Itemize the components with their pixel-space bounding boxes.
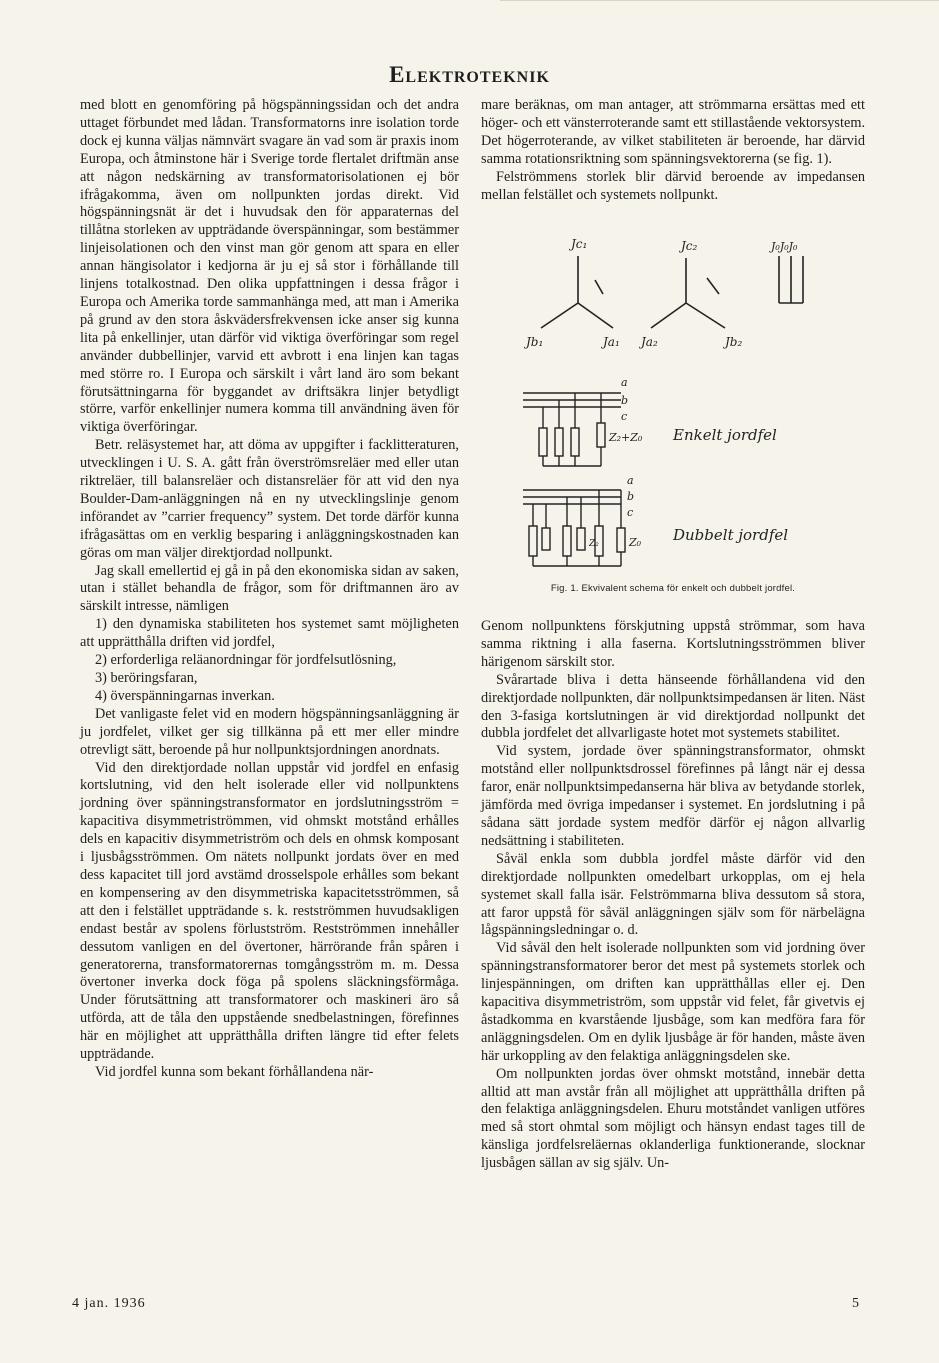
label-b-1: b [621, 394, 629, 407]
label-enkelt: Enkelt jordfel [673, 426, 777, 444]
rotation-arrow-1 [595, 280, 603, 294]
label-dubbelt: Dubbelt jordfel [673, 526, 789, 544]
label-a-2: a [627, 474, 634, 487]
page-number: 5 [852, 1296, 859, 1311]
vector-a2 [651, 303, 686, 328]
paragraph: Vid såväl den helt isolerade nollpunkten som vid jordning över spänningstransformatorer beror det mest på systemets storlek och linjespänningen, om driften kan upprätthållas eller ej. Den kapacitiva disymmetriström, som uppstår vid felet, får givetvis ej åstadkomma en kvarstående ljusbåge, som kan medföra fara för anläggningsdelen. Om en dylik ljusbåge är för handen, måste även här urkoppling av den felaktiga anläggningsdelen ske. [481, 940, 865, 1064]
paragraph: Det vanligaste felet vid en modern högspänningsanläggning är ju jordfelet, vilket ger sig tillkänna på ett mer eller mindre otrevligt sätt, beroende på hur nollpunktsjordningen anordnats. [80, 705, 459, 758]
label-z-double: Z₀ [629, 536, 642, 549]
figure-caption: Fig. 1. Ekvivalent schema för enkelt och dubbelt jordfel. [550, 583, 796, 594]
paragraph: 2) erforderliga reläanordningar för jordfelsutlösning, [95, 652, 397, 669]
label-c-1: c [621, 410, 628, 423]
footer-date: 4 jan. 1936 [72, 1296, 146, 1311]
label-z-single: Z₂+Z₀ [609, 431, 643, 444]
single-fault-circuit [523, 393, 621, 466]
paragraph: 4) överspänningarnas inverkan. [95, 687, 275, 704]
paragraph: Svårartade bliva i detta hänseende förhållandena vid den direktjordade nollpunkten, där nollpunktsimpedansen är liten. Näst den 3-fasiga kortslutningen är vid direktjordad nollpunkt det dubbla jordfelet det allvarligaste hotet mot systemets stabilitet. [481, 671, 865, 742]
right-column-top [481, 97, 865, 204]
paragraph: med blott en genomföring på högspänningssidan och det andra uttaget förbundet med lådan. Transformatorns inre isolation torde dock ej kunna väljas nämnvärt svagare än vad som är praxis inom Europa, och åtminstone här i Sverige torde flertalet driftmän anse att någon nedskärning av transformatorisolationen ej bör ifrågakomma, även om nollpunkten jordas direkt. Vid högspänningsnät är det i huvudsak den för apparaternas del tillåtna storleken av uppträdande överspänningar, som bestämmer linjeisolationen och den vinst man gör genom att spara en eller annan hängisolator i kedjorna är ju ej så stor i förhållande till linjens totalkostnad. Den olika uppfattningen i dessa frågor i Europa och Amerika torde sammanhänga med, att man i Amerika på grund av den stora åskvädersfrekvensen icke anser sig kunna lita på enkellinjer, utan därför vid viktiga överföringar som regel använder dubbellinjer, varvid ett avbrott i ena linjen kan tagas med större ro. I Europa och särskilt i vårt land äro som bekant förutsättningarna för byggandet av driftsäkra linjer betydligt större, varför enkellinjer numera komma till användning även för viktiga överföringar. [80, 97, 459, 436]
paragraph: Jag skall emellertid ej gå in på den ekonomiska sidan av saken, utan i stället behandla de frågor, som för driftmannen äro av särskilt intresse, nämligen [80, 562, 459, 615]
paragraph: Vid jordfel kunna som bekant förhållandena när- [95, 1063, 374, 1080]
label-ib1: Jb₁ [526, 335, 544, 349]
page-header: Elektroteknik [389, 62, 550, 87]
paragraph: 1) den dynamiska stabiliteten hos systemet samt möjligheten att upprätthålla driften vid jordfel, [80, 616, 459, 651]
double-fault-circuit [523, 490, 625, 566]
paragraph: mare beräknas, om man antager, att strömmarna ersättas med ett höger- och ett vänsterroterande samt ett stillastående vektorsystem. Det högerroterande, av vilket stabiliteten är beroende, har därvid samma rotationsriktning som spänningsvektorerna (se fig. 1). [481, 97, 866, 167]
paragraph: Felströmmens storlek blir därvid beroende av impedansen mellan felstället och systemets nollpunkt. [481, 168, 865, 203]
vector-b1 [541, 303, 578, 328]
label-b-2: b [627, 490, 635, 503]
label-ic2: Jc₂ [681, 239, 698, 253]
paragraph: Om nollpunkten jordas över ohmskt motstånd, innebär detta alltid att man avstår från all möjlighet att upprätthålla driften på den felaktiga anläggningsdelen. Ehuru motståndet vanligen utföres med så stort ohmtal som möjligt och hänsyn endast tages till de känsliga jordfelsreläernas oklanderliga funktionerande, slocknar ljusbågen sällan av sig själv. Un- [481, 1065, 865, 1172]
label-ia2: Ja₂ [641, 335, 658, 349]
zero-sequence-vectors [779, 256, 803, 303]
label-c-2: c [627, 506, 634, 519]
label-a-1: a [621, 376, 628, 389]
paragraph: Betr. reläsystemet har, att döma av uppgifter i facklitteraturen, utvecklingen i U. S. A. gått från överströmsreläer med eller utan riktreläer, till balansreläer och distansreläer för att vid den nya Boulder-Dam-anläggningen nå en ny utvecklingslinje genom införandet av ”carrier frequency” system. Det torde därför kunna ifrågasättas om en verklig besparing i anläggningskostnaden kan göras om man väljer direktjordad nollpunkt. [80, 437, 459, 561]
label-ic1: Jc₁ [571, 237, 588, 251]
page-edge-line [500, 0, 939, 1]
paragraph: Vid system, jordade över spänningstransformator, ohmskt motstånd eller nollpunktsdrossel förefinnes på långt när ej dessa faror, enär nollpunktsimpedanserna här bliva av betydande storlek, jämförda med övriga impedanser i systemet. En jordslutning i på sådana sätt jordade system medför därför ej någon allvarlig nedsättning i stabiliteten. [481, 743, 865, 849]
left-column [80, 97, 459, 1082]
paragraph: 3) beröringsfaran, [95, 670, 198, 686]
figure-1-schematic [481, 228, 865, 583]
paragraph: Genom nollpunktens förskjutning uppstå strömmar, som hava samma riktning i alla faserna. Kortslutningsströmmen bliver härigenom särskilt stor. [481, 618, 865, 670]
paragraph: Såväl enkla som dubbla jordfel måste därför vid den direktjordade nollpunkten omedelbart urkopplas, om ej hela systemet skall falla isär. Felströmmarna bliva dessutom så stora, att faror uppstå för såväl anläggningen själv som för närbelägna lågspänningsledningar o. d. [481, 850, 865, 939]
vector-diagram-2 [651, 258, 725, 328]
label-z-small: Z₂ [589, 539, 599, 549]
label-i0: J₀J₀J₀ [771, 240, 798, 253]
paragraph: Vid den direktjordade nollan uppstår vid jordfel en enfasig kortslutning, vid den helt isolerade eller vid nollpunktens jordning över spänningstransformator en jordslutningsström = kapacitiva disymmetriströmmen, vid ohmskt motstånd erhålles dels en kapacitiv disymmetriström och dels en ohmsk komposant i ljusbågsströmmen. Om nätets nollpunkt jordats över en med dess kapacitet till jord avstämd drosselspole erhålles som bekant en kompensering av den disymmetriska kapacitetsströmmen, så att den i felstället uppträdande s. k. restströmmen huvudsakligen endast består av spolens förlustström. Restströmmen innehåller dessutom vanligen en del övertoner, härrörande från spåren i generatorerna, transformatorernas tomgångsström m. m. Dessa övertoner inverka dock föga på spolens släckningsförmåga. Under förutsättning att transformatorer och maskineri äro så utförda, att de tåla den uppstående snedbelastningen, förefinnes här en möjlighet att upprätthålla driften längre tid efter felets uppträdande. [80, 759, 459, 1063]
rotation-arrow-2 [707, 278, 719, 294]
vector-diagram-1 [541, 256, 613, 328]
right-column-bottom [481, 618, 865, 1173]
vector-b2 [686, 303, 725, 328]
vector-a1 [578, 303, 613, 328]
label-ia1: Ja₁ [603, 335, 620, 349]
label-ib2: Jb₂ [725, 335, 743, 349]
